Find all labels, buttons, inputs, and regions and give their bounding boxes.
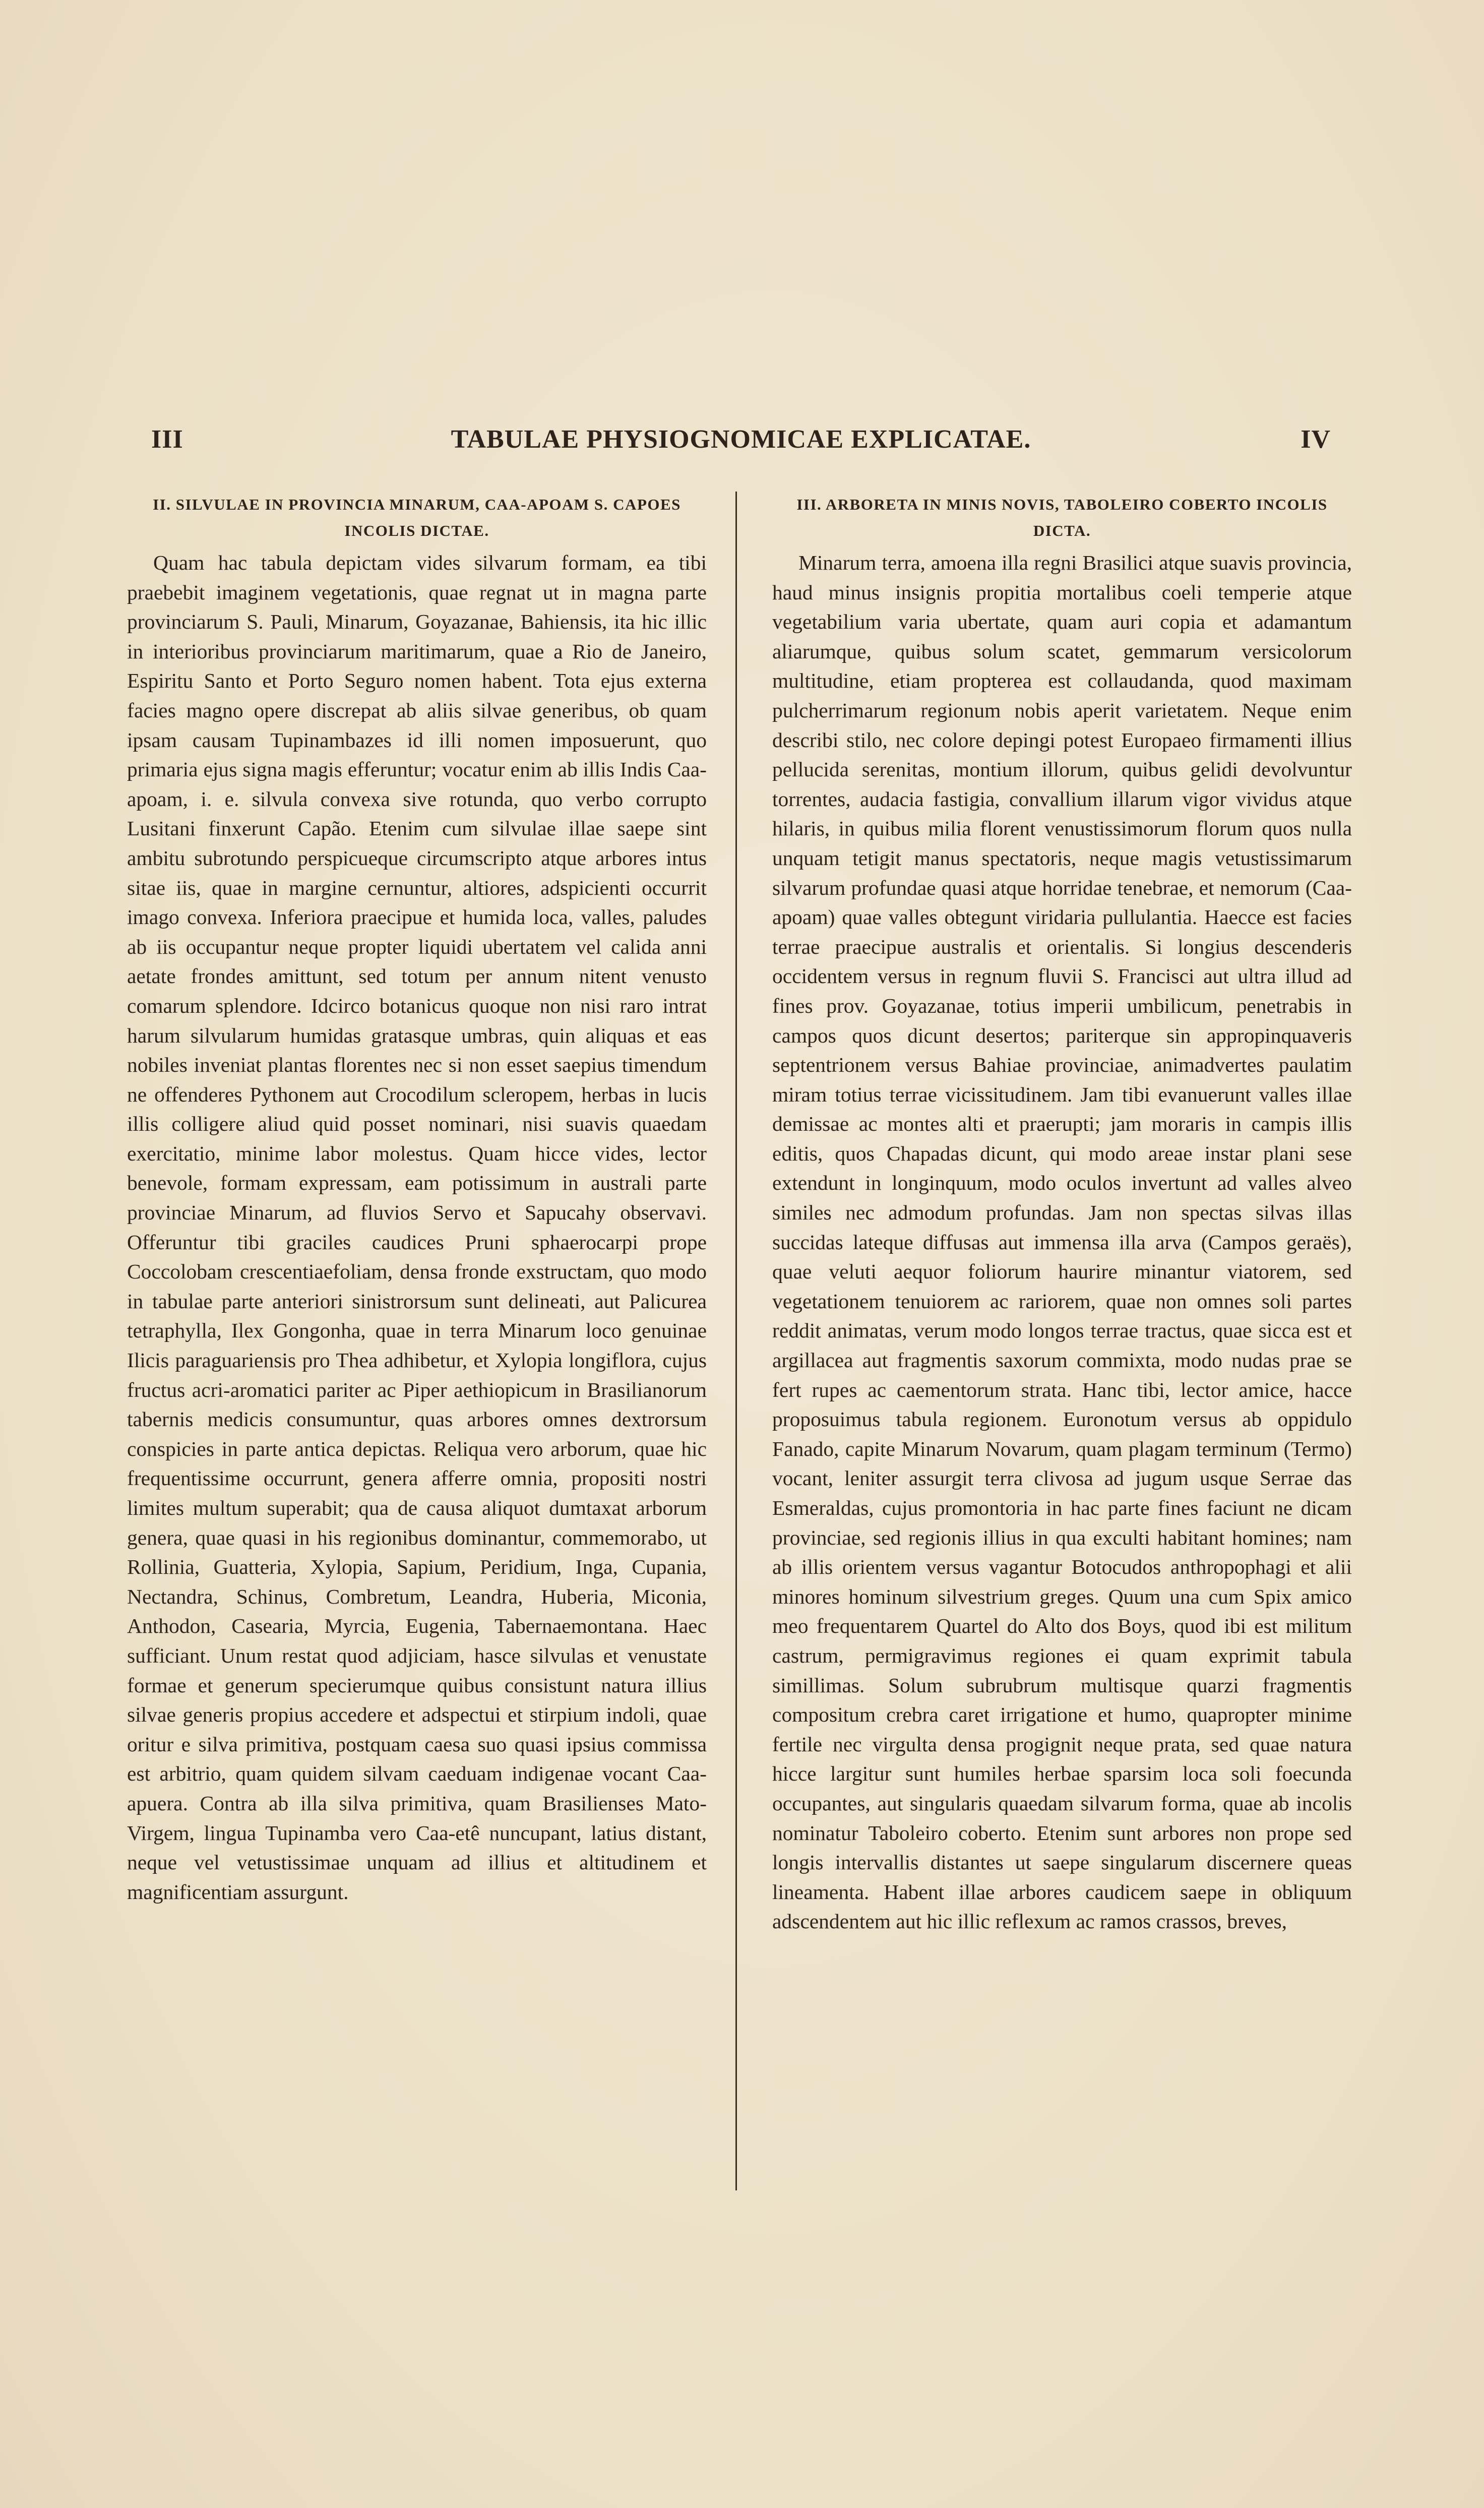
page-number-right: IV: [1301, 425, 1331, 454]
running-header: [151, 424, 1331, 470]
page-number-left: III: [151, 425, 183, 454]
section-body-right: Minarum terra, amoena illa regni Brasilici atque suavis provincia, haud minus insignis propitia mortalibus coeli temperie atque vegetabilium varia ubertate, quam auri copia et adamantum aliarumque, quibus solum scatet, gemmarum versicolorum multitudine, etiam propterea est collaudanda, quod maximam pulcherrimarum regionum nobis aperit varietatem. Neque enim describi stilo, nec colore depingi potest Europaeo firmamenti illius pellucida serenitas, montium illorum, quibus gelidi devolvuntur torrentes, audacia fastigia, convallium illarum vigor vividus atque hilaris, in quibus milia florent venustissimorum florum quos nulla unquam tetigit manus spectatoris, neque magis vetustissimarum silvarum profundae quasi atque horridae tenebrae, et nemorum (Caa-apoam) quae valles obtegunt viridaria pullulantia. Haecce est facies terrae praecipue australis et orientalis. Si longius descenderis occidentem versus in regnum fluvii S. Francisci aut ultra illud ad fines prov. Goyazanae, totius imperii umbilicum, penetrabis in campos quos dicunt desertos; pariterque sin appropinquaveris septentrionem versus Bahiae provinciae, animadvertes paulatim miram totius terrae vicissitudinem. Jam tibi evanuerunt valles illae demissae ac montes alti et praerupti; jam moraris in campis illis editis, quos Chapadas dicunt, qui modo areae instar plani sese extendunt in longinquum, modo oculos invertunt ad valles alveo similes nec admodum profundas. Jam non spectas silvas illas succidas lateque diffusas aut immensa illa arva (Campos geraës), quae veluti aequor foliorum haurire minantur viatorem, sed vegetationem tenuiorem ac rariorem, quae non omnes soli partes reddit animatas, verum modo longos terrae tractus, quae sicca est et argillacea aut fragmentis saxorum commixta, modo nudas prae se fert rupes ac caementorum strata. Hanc tibi, lector amice, hacce proposuimus tabula regionem. Euronotum versus ab oppidulo Fanado, capite Minarum Novarum, quam plagam terminum (Termo) vocant, leniter assurgit terra clivosa ad jugum usque Serrae das Esmeraldas, cujus promontoria in hac parte fines faciunt ne dicam provinciae, sed regionis illius in qua exculti habitant homines; nam ab illis orientem versus vagantur Botocudos anthropophagi et alii minores hominum silvestrium greges. Quum una cum Spix amico meo frequentarem Quartel do Alto dos Boys, quod ibi est militum castrum, permigravimus regiones ei quam exprimit tabula simillimas. Solum subrubrum multisque quarzi fragmentis compositum crebra caret irrigatione et humo, quapropter minime fertile nec virgulta densa progignit neque prata, sed quae natura hicce largitur sunt humiles herbae sparsim loca soli foecunda occupantes, aut singularis quaedam silvarum forma, quae ab incolis nominatur Taboleiro coberto. Etenim sunt arbores non prope sed longis intervallis distantes ut saepe singularum discernere queas lineamenta. Habent illae arbores caudicem saepe in obliquum adscendentem aut hic illic reflexum ac ramos crassos, breves,: [772, 551, 1352, 1933]
right-column: [772, 492, 1352, 1936]
running-title: TABULAE PHYSIOGNOMICAE EXPLICATAE.: [451, 425, 1031, 454]
section-body-left: Quam hac tabula depictam vides silvarum formam, ea tibi praebebit imaginem vegetationis, quae regnat ut in magna parte provinciarum S. Pauli, Minarum, Goyazanae, Bahiensis, ita hic illic in interioribus provinciarum maritimarum, quae a Rio de Janeiro, Espiritu Santo et Porto Seguro nomen habent. Tota ejus externa facies magno opere discrepat ab aliis silvae generibus, ob quam ipsam causam Tupinambazes id illi nomen imposuerunt, quo primaria ejus signa magis efferuntur; vocatur enim ab illis Indis Caa-apoam, i. e. silvula convexa sive rotunda, quo verbo corrupto Lusitani finxerunt Capão. Etenim cum silvulae illae saepe sint ambitu subrotundo perspicueque circumscripto atque arbores intus sitae iis, quae in margine cernuntur, altiores, adspicienti occurrit imago convexa. Inferiora praecipue et humida loca, valles, paludes ab iis occupantur neque propter liquidi ubertatem vel calida anni aetate frondes amittunt, sed totum per annum nitent venusto comarum splendore. Idcirco botanicus quoque non nisi raro intrat harum silvularum humidas gratasque umbras, quin aliquas et eas nobiles inveniat plantas florentes nec si non esset saepius timendum ne offenderes Pythonem aut Crocodilum scleropem, herbas in lucis illis colligere aliud quid posset nominari, nisi suavis quaedam exercitatio, minime labor molestus. Quam hicce vides, lector benevole, formam expressam, eam potissimum in australi parte provinciae Minarum, ad fluvios Servo et Sapucahy observavi. Offeruntur tibi graciles caudices Pruni sphaerocarpi prope Coccolobam crescentiaefoliam, densa fronde exstructam, quo modo in tabulae parte anteriori sinistrorsum sunt delineati, aut Palicurea tetraphylla, Ilex Gongonha, quae in terra Minarum loco genuinae Ilicis paraguariensis pro Thea adhibetur, et Xylopia longiflora, cujus fructus acri-aromatici pariter ac Piper aethiopicum in Brasilianorum tabernis medicis consumuntur, quas arbores omnes dextrorsum conspicies in parte antica depictas. Reliqua vero arborum, quae hic frequentissime occurrunt, genera afferre omnia, propositi nostri limites multum superabit; qua de causa aliquot dumtaxat arborum genera, quae quasi in his regionibus dominantur, commemorabo, ut Rollinia, Guatteria, Xylopia, Sapium, Peridium, Inga, Cupania, Nectandra, Schinus, Combretum, Leandra, Huberia, Miconia, Anthodon, Casearia, Myrcia, Eugenia, Tabernaemontana. Haec sufficiant. Unum restat quod adjiciam, hasce silvulas et venustate formae et generum specierumque quibus consistunt natura illius silvae generis propius accedere et adspectui et stirpium indoli, quae oritur e silva primitiva, postquam caesa suo quasi ipsius commissa est arbitrio, quam quidem silvam caeduam indigenae vocant Caa-apuera. Contra ab illa silva primitiva, quam Brasilienses Mato-Virgem, lingua Tupinamba vero Caa-etê nuncupant, latius distant, neque vel vetustissimae unquam ad illius et altitudinem et magnificentiam assurgunt.: [127, 551, 707, 1904]
column-divider: [735, 492, 737, 2190]
section-title-left: II. SILVULAE IN PROVINCIA MINARUM, CAA-APOAM S. CAPOES INCOLIS DICTAE.: [153, 496, 681, 539]
left-column: [127, 492, 707, 1907]
section-title-right: III. ARBORETA IN MINIS NOVIS, TABOLEIRO COBERTO INCOLIS DICTA.: [796, 496, 1328, 539]
